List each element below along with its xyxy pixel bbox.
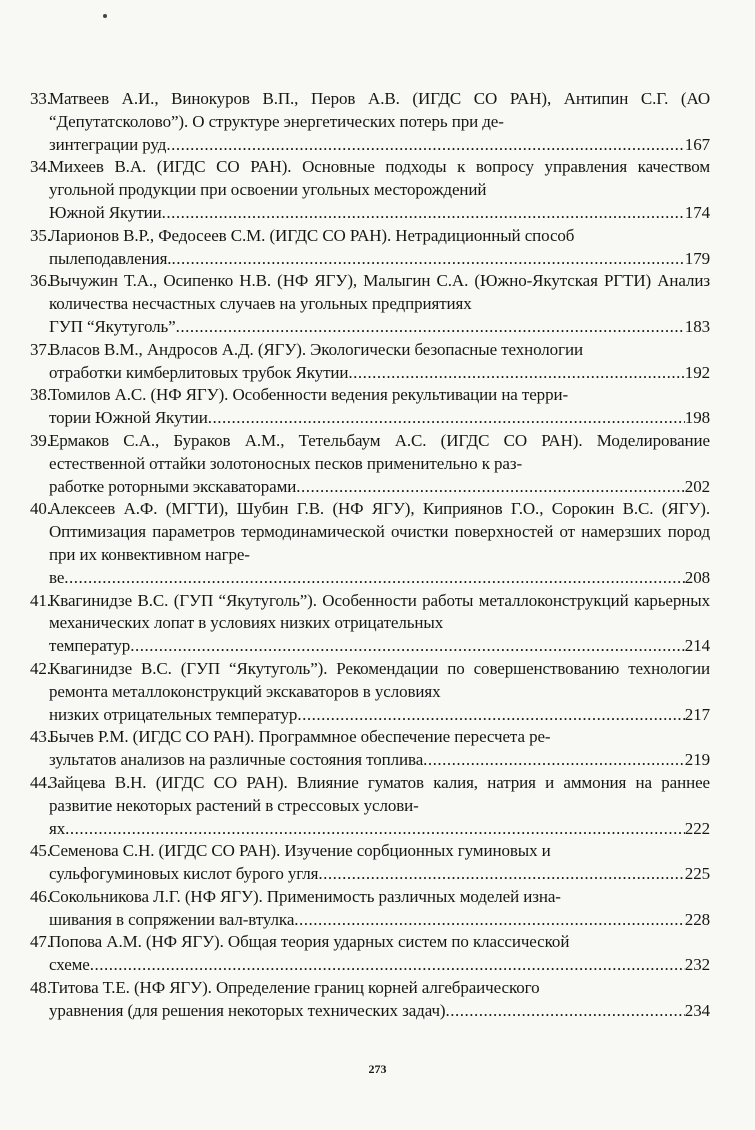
entry-text: Вычужин Т.А., Осипенко Н.В. (НФ ЯГУ), Малыгин С.А. (Южно-Якутская РГТИ) Анализ количества несчастных случаев на угольных предприятиях xyxy=(49,271,710,314)
entry-tail: шивания в сопряжении вал-втулка xyxy=(49,909,295,929)
toc-entry xyxy=(30,726,710,772)
entry-page: 214 xyxy=(684,636,710,656)
entry-last-line xyxy=(49,818,710,841)
entry-last-line xyxy=(49,863,710,886)
entry-tail: зинтеграции руд xyxy=(49,134,167,154)
entry-text: Попова А.М. (НФ ЯГУ). Общая теория ударных систем по классической xyxy=(49,932,570,952)
scan-speck xyxy=(103,14,107,18)
entry-last-line xyxy=(49,635,710,658)
entry-tail: зультатов анализов на различные состояния топлива xyxy=(49,750,424,770)
entry-tail: тории Южной Якутии xyxy=(49,408,208,428)
toc-entry xyxy=(30,384,710,430)
entry-number: 34. xyxy=(30,157,51,177)
entry-page: 174 xyxy=(684,202,710,222)
dot-leader xyxy=(445,1000,684,1023)
toc-entry xyxy=(30,658,710,726)
toc-entry xyxy=(30,225,710,271)
entry-number: 33. xyxy=(30,89,51,108)
entry-text: Ермаков С.А., Бураков А.М., Тетельбаум А.С. (ИГДС СО РАН). Моделирование естественной оттайки золотоносных песков применительно к раз- xyxy=(49,430,710,473)
toc-entry xyxy=(30,931,710,977)
entry-tail: ГУП “Якутуголь” xyxy=(49,316,176,336)
entry-tail: Южной Якутии xyxy=(49,202,162,222)
entry-number: 35. xyxy=(30,225,51,245)
entry-tail: уравнения (для решения некоторых технических задач) xyxy=(49,1000,446,1020)
toc-entry xyxy=(30,590,710,658)
entry-last-line xyxy=(49,407,710,430)
entry-text: Сокольникова Л.Г. (НФ ЯГУ). Применимость различных моделей изна- xyxy=(49,886,561,906)
entry-last-line xyxy=(49,248,710,271)
entry-tail: сульфогуминовых кислот бурого угля xyxy=(49,864,319,884)
entry-text: Титова Т.Е. (НФ ЯГУ). Определение границ корней алгебраического xyxy=(49,978,540,998)
dot-leader xyxy=(297,704,684,727)
entry-number: 47. xyxy=(30,932,51,952)
entry-page: 179 xyxy=(684,248,710,268)
toc-entry xyxy=(30,156,710,224)
entry-number: 43. xyxy=(30,727,51,747)
entry-number: 41. xyxy=(30,590,51,610)
entry-number: 45. xyxy=(30,841,51,861)
entry-page: 192 xyxy=(684,362,710,382)
entry-last-line xyxy=(49,1000,710,1023)
entry-page: 232 xyxy=(684,955,710,975)
entry-tail: работке роторными экскаваторами xyxy=(49,476,297,496)
entry-tail: ях xyxy=(49,818,66,838)
entry-number: 42. xyxy=(30,658,51,678)
entry-page: 202 xyxy=(684,476,710,496)
entry-last-line xyxy=(49,749,710,772)
dot-leader xyxy=(208,407,685,430)
entry-text: Квагинидзе В.С. (ГУП “Якутуголь”). Рекомендации по совершенствованию технологии ремонта металлоконструкций экскаваторов в условиях xyxy=(49,658,710,701)
entry-text: Матвеев А.И., Винокуров В.П., Перов А.В. (ИГДС СО РАН), Антипин С.Г. (АО “Депутатсколово”). О структуре энергетических потерь при де- xyxy=(49,89,710,131)
entry-number: 44. xyxy=(30,772,51,792)
page-number: 273 xyxy=(368,1062,387,1076)
entry-last-line xyxy=(49,954,710,977)
dot-leader xyxy=(90,954,685,977)
dot-leader xyxy=(162,202,685,225)
entry-page: 183 xyxy=(684,316,710,336)
toc-entry xyxy=(30,88,710,156)
entry-page: 234 xyxy=(684,1000,710,1020)
entry-last-line xyxy=(49,316,710,339)
dot-leader xyxy=(176,316,685,339)
toc-entry xyxy=(30,977,710,1023)
entry-tail: схеме xyxy=(49,955,90,975)
dot-leader xyxy=(65,818,685,841)
entry-page: 217 xyxy=(684,704,710,724)
table-of-contents xyxy=(30,88,710,1023)
entry-tail: отработки кимберлитовых трубок Якутии xyxy=(49,362,349,382)
entry-number: 46. xyxy=(30,886,51,906)
dot-leader xyxy=(166,134,684,157)
entry-last-line xyxy=(49,909,710,932)
entry-tail: температур xyxy=(49,636,131,656)
entry-page: 208 xyxy=(684,567,710,587)
dot-leader xyxy=(423,749,685,772)
entry-number: 37. xyxy=(30,339,51,359)
toc-entry xyxy=(30,772,710,840)
toc-entry xyxy=(30,430,710,498)
toc-entry xyxy=(30,498,710,589)
toc-entry xyxy=(30,840,710,886)
dot-leader xyxy=(348,362,684,385)
dot-leader xyxy=(318,863,684,886)
entry-last-line xyxy=(49,567,710,590)
dot-leader xyxy=(294,909,685,932)
entry-number: 36. xyxy=(30,271,51,291)
entry-last-line xyxy=(49,476,710,499)
entry-page: 219 xyxy=(684,750,710,770)
entry-page: 228 xyxy=(684,909,710,929)
entry-page: 225 xyxy=(684,864,710,884)
dot-leader xyxy=(171,248,684,271)
dot-leader xyxy=(296,476,685,499)
entry-last-line xyxy=(49,134,710,157)
entry-text: Семенова С.Н. (ИГДС СО РАН). Изучение сорбционных гуминовых и xyxy=(49,841,551,861)
dot-leader xyxy=(130,635,685,658)
toc-entry xyxy=(30,270,710,338)
entry-text: Власов В.М., Андросов А.Д. (ЯГУ). Экологически безопасные технологии xyxy=(49,339,583,359)
entry-last-line xyxy=(49,362,710,385)
entry-text: Бычев Р.М. (ИГДС СО РАН). Программное обеспечение пересчета ре- xyxy=(49,727,551,747)
entry-tail: ве xyxy=(49,567,65,587)
toc-entry xyxy=(30,886,710,932)
entry-number: 39. xyxy=(30,430,51,450)
entry-tail: низких отрицательных температур xyxy=(49,704,298,724)
toc-entry xyxy=(30,339,710,385)
entry-last-line xyxy=(49,202,710,225)
entry-text: Алексеев А.Ф. (МГТИ), Шубин Г.В. (НФ ЯГУ), Киприянов Г.О., Сорокин В.С. (ЯГУ). Оптимизация параметров термодинамической очистки поверхностей от намерзших пород при их конвективном нагре- xyxy=(49,499,710,564)
entry-text: Зайцева В.Н. (ИГДС СО РАН). Влияние гуматов калия, натрия и аммония на раннее развитие некоторых растений в стрессовых услови- xyxy=(49,772,710,815)
entry-number: 48. xyxy=(30,978,51,998)
entry-page: 198 xyxy=(684,408,710,428)
entry-text: Ларионов В.Р., Федосеев С.М. (ИГДС СО РАН). Нетрадиционный способ xyxy=(49,225,575,245)
dot-leader xyxy=(64,567,685,590)
entry-text: Квагинидзе В.С. (ГУП “Якутуголь”). Особенности работы металлоконструкций карьерных механических лопат в условиях низких отрицательных xyxy=(49,590,710,633)
entry-last-line xyxy=(49,704,710,727)
entry-tail: пылеподавления. xyxy=(49,248,172,268)
entry-text: Михеев В.А. (ИГДС СО РАН). Основные подходы к вопросу управления качеством угольной продукции при освоении угольных месторождений xyxy=(49,157,710,200)
entry-number: 40. xyxy=(30,499,51,519)
entry-page: 222 xyxy=(684,818,710,838)
entry-text: Томилов А.С. (НФ ЯГУ). Особенности ведения рекультивации на терри- xyxy=(49,385,569,405)
entry-page: 167 xyxy=(684,134,710,154)
entry-number: 38. xyxy=(30,385,51,405)
